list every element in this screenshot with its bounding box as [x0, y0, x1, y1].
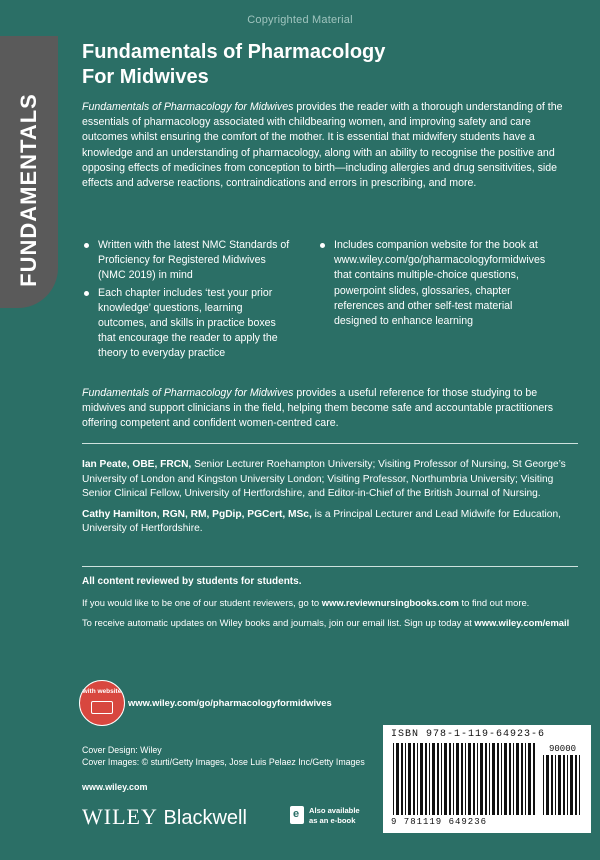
- blackwell-wordmark: Blackwell: [163, 807, 247, 829]
- reviewer-text-start: If you would like to be one of our student reviewers, go to: [82, 596, 322, 608]
- barcode-bar: [533, 743, 535, 815]
- student-review-heading: All content reviewed by students for students.: [82, 576, 302, 587]
- price-code: 90000: [549, 744, 577, 754]
- divider: [82, 443, 578, 444]
- barcode-bar: [473, 743, 475, 815]
- wiley-website-link[interactable]: www.wiley.com: [82, 782, 148, 792]
- barcode-bar: [551, 755, 553, 815]
- ebook-line-1: Also available: [309, 806, 360, 815]
- author-name: Cathy Hamilton, RGN, RM, PgDip, PGCert, MSc,: [82, 508, 312, 520]
- author-description: Senior Lecturer Roehampton University; Visiting Professor of Nursing, St George’s University of London and Kingston University London; Visiting Professor, Northumbria University; Visiting Senior Clinical Fellow, University of Hertfordshire, and Editor-in-Chief of the British Journal of Nursing.: [82, 459, 566, 500]
- bullet-list-right: [318, 238, 558, 331]
- barcode-bar: [492, 743, 495, 815]
- barcode-bar: [525, 743, 526, 815]
- barcode-bar: [396, 743, 399, 815]
- barcode-bar: [465, 743, 466, 815]
- bullet-item: Includes companion website for the book at www.wiley.com/go/pharmacologyformidwives that contains multiple-choice questions, powerpoint slides, glossaries, chapter references and other self-test material designed to enhance learning: [318, 238, 558, 329]
- author-description: is a Principal Lecturer and Lead Midwife for Education, University of Hertfordshire.: [82, 508, 561, 535]
- barcode-bar: [516, 743, 519, 815]
- barcode-bar: [563, 755, 565, 815]
- bullet-list-left: [82, 238, 292, 364]
- barcode-bar: [401, 743, 403, 815]
- barcode-bar: [513, 743, 514, 815]
- barcode-bar: [449, 743, 451, 815]
- barcode-bar: [417, 743, 418, 815]
- barcode-bar: [575, 755, 577, 815]
- summary-book-title: Fundamentals of Pharmacology for Midwives: [82, 387, 294, 399]
- intro-text: provides the reader with a thorough understanding of the essentials of pharmacology associated with childbearing women, and improving safety and care outcomes whilst ensuring the comfort of the mother. It is essential that midwifery students have a knowledge and an understanding of pharmacology, along with an ability to recognise the positive and opposing effects of medicines from conception to birth—including allergies and drug sensitivities, side effects and adverse reactions, contraindications and errors in prescribing, and more.: [82, 101, 563, 190]
- spine-tab: [0, 36, 58, 308]
- cover-credits: [82, 744, 372, 768]
- barcode-bar: [420, 743, 423, 815]
- barcode-bar: [521, 743, 523, 815]
- barcode-bar: [558, 755, 561, 815]
- wiley-blackwell-logo: [82, 804, 247, 830]
- barcode-bar: [413, 743, 415, 815]
- ebook-note: [309, 806, 379, 825]
- intro-paragraph: [82, 100, 578, 191]
- barcode-bar: [509, 743, 511, 815]
- email-text: To receive automatic updates on Wiley books and journals, join our email list. Sign up today at: [82, 617, 475, 629]
- barcode-bar: [393, 743, 394, 815]
- companion-website-link[interactable]: www.wiley.com/go/pharmacologyformidwives: [128, 697, 332, 708]
- barcode-bar: [429, 743, 430, 815]
- barcode-bar: [546, 755, 549, 815]
- spine-label: FUNDAMENTALS: [16, 93, 41, 287]
- barcode-bar: [456, 743, 459, 815]
- barcode-addon-bars: [543, 755, 583, 815]
- book-title-line-1: Fundamentals of Pharmacology: [82, 41, 386, 63]
- barcode-bar: [497, 743, 499, 815]
- cover-images-credit: Cover Images: © sturti/Getty Images, Jose Luis Pelaez Inc/Getty Images: [82, 757, 365, 767]
- barcode-bar: [567, 755, 568, 815]
- barcode-bar: [437, 743, 439, 815]
- with-website-badge: [79, 680, 125, 726]
- ebook-line-2: as an e-book: [309, 815, 356, 825]
- barcode-bar: [461, 743, 463, 815]
- bullet-item: Each chapter includes ‘test your prior knowledge’ questions, learning outcomes, and skills in practice boxes that encourage the reader to apply the theory to everyday practice: [82, 286, 292, 362]
- divider: [82, 566, 578, 567]
- email-link[interactable]: www.wiley.com/email: [474, 617, 570, 629]
- barcode-number: 9 781119 649236: [391, 817, 488, 827]
- barcode-bar: [570, 755, 573, 815]
- summary-text: provides a useful reference for those studying to be midwives and support clinicians in the field, helping them become safe and accountable practitioners offering competent and confident women-centred care.: [82, 387, 554, 430]
- reviewer-signup-text: [82, 597, 578, 610]
- barcode-bar: [405, 743, 406, 815]
- barcode-bar: [432, 743, 435, 815]
- barcode: [383, 725, 591, 833]
- barcode-bar: [579, 755, 580, 815]
- intro-book-title: Fundamentals of Pharmacology for Midwives: [82, 101, 294, 113]
- barcode-bar: [477, 743, 478, 815]
- barcode-bar: [408, 743, 411, 815]
- author-bio: [82, 508, 578, 537]
- reviewer-text-end: to find out more.: [458, 596, 530, 608]
- wiley-wordmark: WILEY: [82, 804, 158, 829]
- barcode-bar: [468, 743, 471, 815]
- barcode-bar: [555, 755, 556, 815]
- isbn-text: ISBN 978-1-119-64923-6: [391, 729, 546, 740]
- summary-paragraph: [82, 386, 578, 432]
- barcode-bar: [480, 743, 483, 815]
- barcode-bar: [501, 743, 502, 815]
- ebook-icon-letter: e: [293, 808, 300, 820]
- barcode-bar: [543, 755, 544, 815]
- laptop-icon: [91, 701, 113, 714]
- barcode-bar: [453, 743, 454, 815]
- email-signup-text: [82, 617, 578, 630]
- barcode-bar: [489, 743, 490, 815]
- barcode-bar: [444, 743, 447, 815]
- barcode-bar: [441, 743, 442, 815]
- bullet-item: Written with the latest NMC Standards of Proficiency for Registered Midwives (NMC 2019) in mind: [82, 238, 292, 284]
- author-name: Ian Peate, OBE, FRCN,: [82, 459, 192, 470]
- watermark: Copyrighted Material: [247, 14, 353, 26]
- student-review-section: [82, 576, 578, 638]
- badge-label: with website: [82, 688, 122, 695]
- author-bios: [82, 458, 578, 543]
- cover-design-credit: Cover Design: Wiley: [82, 745, 162, 755]
- barcode-bar: [504, 743, 507, 815]
- barcode-bar: [425, 743, 427, 815]
- barcode-bar: [528, 743, 531, 815]
- book-title-line-2: For Midwives: [82, 66, 209, 88]
- author-bio: [82, 458, 578, 502]
- barcode-bar: [485, 743, 487, 815]
- reviewer-link[interactable]: www.reviewnursingbooks.com: [321, 596, 459, 608]
- ebook-icon: [290, 806, 304, 824]
- book-title: [82, 40, 582, 90]
- barcode-main-bars: [393, 743, 538, 815]
